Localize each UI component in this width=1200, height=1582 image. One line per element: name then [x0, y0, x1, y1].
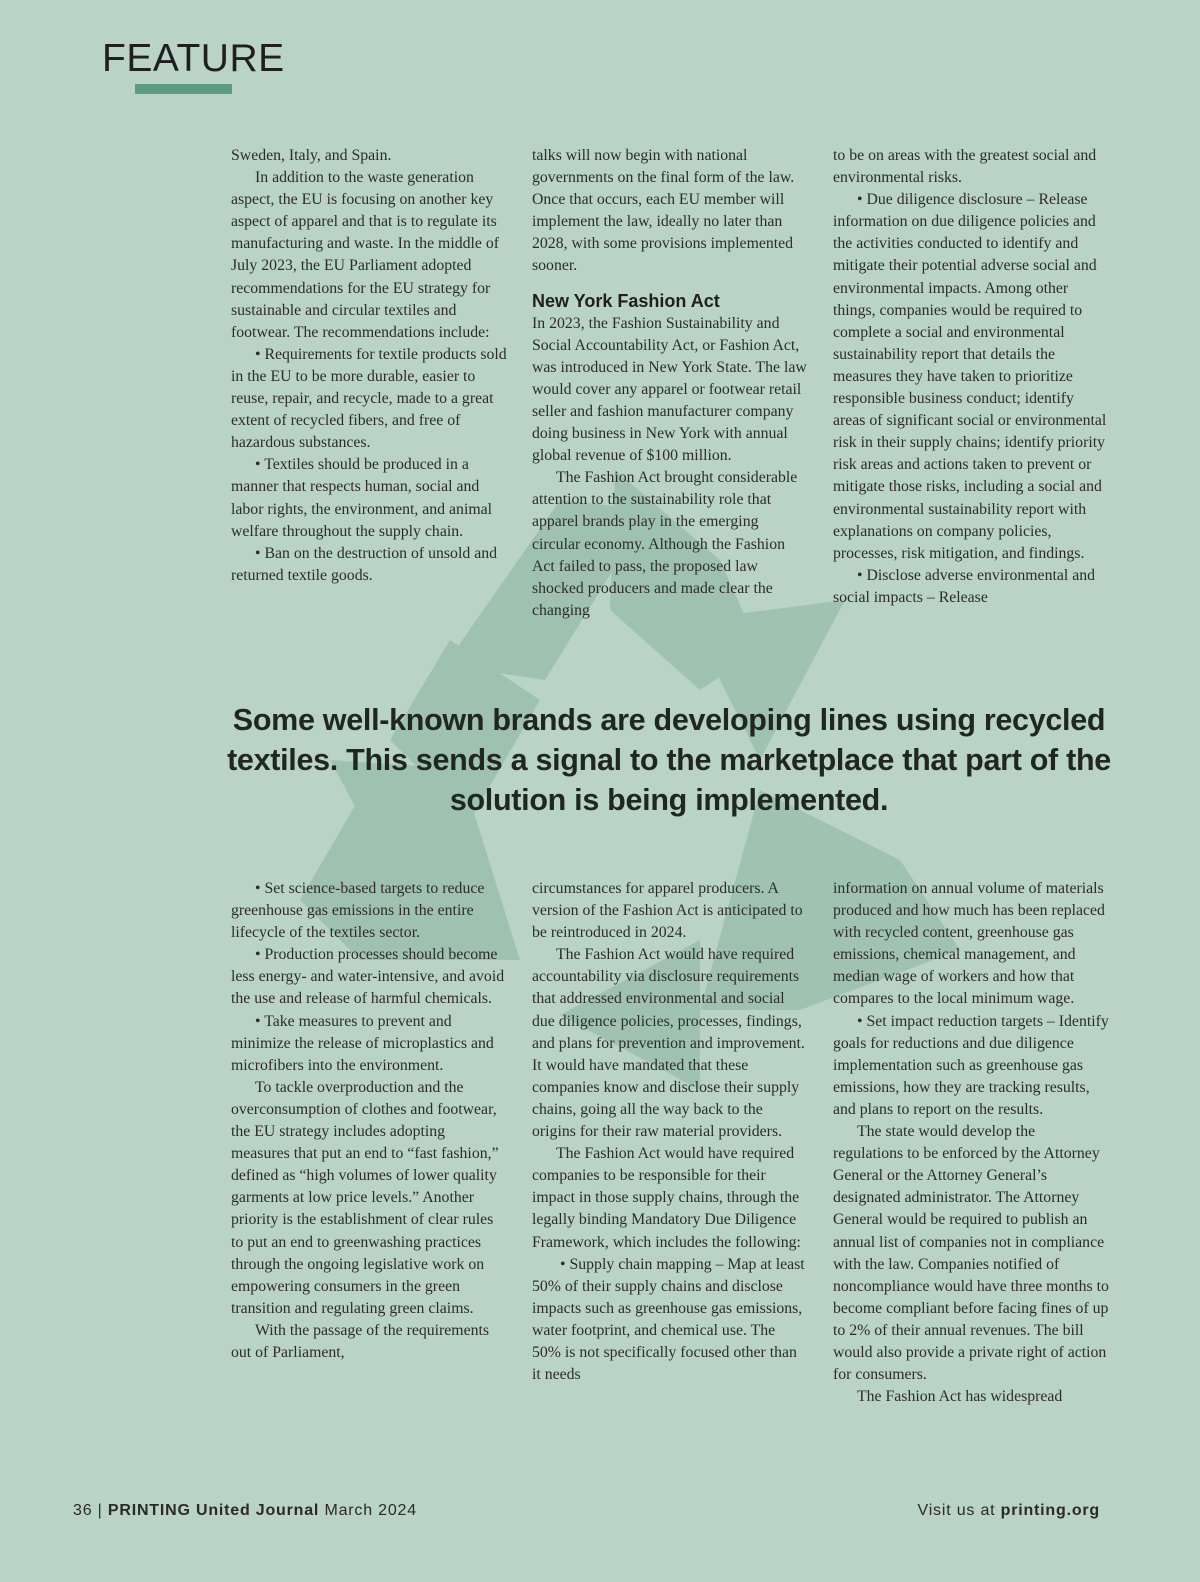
paragraph: With the passage of the requirements out of Parliament, [231, 1321, 490, 1361]
article-column-1-top [231, 145, 507, 587]
article-column-3-bottom [833, 878, 1109, 1408]
page-number: 36 [73, 1502, 93, 1519]
article-column-3-top [833, 145, 1109, 609]
section-accent-bar [135, 84, 232, 94]
article-column-2-top [532, 145, 808, 622]
footer-website [918, 1502, 1100, 1520]
paragraph: Sweden, Italy, and Spain. [231, 147, 392, 164]
paragraph: The Fashion Act brought considerable attention to the sustainability role that apparel brands play in the emerging circular economy. Although the Fashion Act failed to pass, the proposed law shocked producers and made clear the changing [532, 469, 798, 619]
bullet-item: • Production processes should become less energy- and water-intensive, and avoid the use and release of harmful chemicals. [231, 946, 505, 1008]
subheading: New York Fashion Act [532, 290, 720, 311]
bullet-item: • Disclose adverse environmental and social impacts – Release [833, 566, 1096, 606]
bullet-item: • Set impact reduction targets – Identify goals for reductions and due diligence implementation such as greenhouse gas emissions, how they are tracking results, and plans to report on the results. [833, 1012, 1109, 1118]
paragraph: to be on areas with the greatest social and environmental risks. [833, 147, 1097, 187]
bullet-item: • Set science-based targets to reduce greenhouse gas emissions in the entire lifecycle of the textiles sector. [231, 880, 485, 942]
paragraph: In addition to the waste generation aspect, the EU is focusing on another key aspect of apparel and that is to regulate its manufacturing and waste. In the middle of July 2023, the EU Parliament adopted recommendations for the EU strategy for sustainable and circular textiles and footwear. The recommendations include: [231, 169, 500, 341]
paragraph: The Fashion Act would have required accountability via disclosure requirements that addressed environmental and social due diligence policies, processes, findings, and plans for prevention and improvement. It would have mandated that these companies know and disclose their supply chains, going all the way back to the origins for their raw material providers. [532, 946, 805, 1141]
paragraph: The Fashion Act has widespread [857, 1388, 1063, 1406]
website-link[interactable]: printing.org [1000, 1502, 1100, 1519]
publication-name: PRINTING United Journal [107, 1502, 320, 1519]
paragraph: The state would develop the regulations to be enforced by the Attorney General or the Attorney General’s designated administrator. The Attorney General would be required to publish an annual list of companies not in compliance with the law. Companies notified of noncompliance would have three months to become compliant before facing fines of up to 2% of their annual revenues. The bill would also provide a private right of action for consumers. [833, 1123, 1109, 1384]
paragraph: In 2023, the Fashion Sustainability and Social Accountability Act, or Fashion Act, was introduced in New York State. The law would cover any apparel or footwear retail seller and fashion manufacturer company doing business in New York with annual global revenue of $100 million. [532, 314, 807, 465]
article-column-1-bottom [231, 878, 507, 1364]
bullet-item: • Requirements for textile products sold in the EU to be more durable, easier to reuse, repair, and recycle, made to a great extent of recycled fibers, and free of hazardous substances. [231, 345, 507, 452]
paragraph: information on annual volume of materials produced and how much has been replaced with recycled content, greenhouse gas emissions, chemical management, and median wage of workers and how that compares to the local minimum wage. [833, 880, 1105, 1008]
article-column-2-bottom [532, 878, 808, 1386]
paragraph: The Fashion Act would have required companies to be responsible for their impact in those supply chains, through the legally binding Mandatory Due Diligence Framework, which includes the following: [532, 1145, 801, 1251]
paragraph: To tackle overproduction and the overconsumption of clothes and footwear, the EU strategy includes adopting measures that put an end to “fast fashion,” defined as “high volumes of lower quality garments at low price levels.” Another priority is the establishment of clear rules to put an end to greenwashing practices through the ongoing legislative work on empowering consumers in the green transition and regulating green claims. [231, 1078, 499, 1317]
issue-date: March 2024 [324, 1502, 417, 1519]
footer-separator: | [97, 1502, 103, 1519]
visit-prefix: Visit us at [917, 1502, 996, 1519]
bullet-item: • Ban on the destruction of unsold and returned textile goods. [231, 544, 498, 584]
paragraph: circumstances for apparel producers. A version of the Fashion Act is anticipated to be reintroduced in 2024. [532, 880, 803, 942]
paragraph: talks will now begin with national governments on the final form of the law. Once that occurs, each EU member will implement the law, ideally no later than 2028, with some provisions implemented sooner. [532, 147, 795, 275]
bullet-item: • Take measures to prevent and minimize the release of microplastics and microfibers into the environment. [231, 1012, 494, 1074]
bullet-item: • Supply chain mapping – Map at least 50% of their supply chains and disclose impacts such as greenhouse gas emissions, water footprint, and chemical use. The 50% is not specifically focused other than it needs [532, 1255, 805, 1384]
pull-quote: Some well-known brands are developing lines using recycled textiles. This sends a signal to the marketplace that part of the solution is being implemented. [227, 703, 1111, 817]
section-label: FEATURE [102, 37, 285, 80]
bullet-item: • Due diligence disclosure – Release information on due diligence policies and the activities conducted to identify and mitigate their potential adverse social and environmental impacts. Among other things, companies would be required to complete a social and environmental sustainability report that details the measures they have taken to prioritize responsible business conduct; identify areas of significant social or environmental risk in their supply chains; identify priority risk areas and actions taken to prevent or mitigate those risks, including a social and environmental sustainability report with explanations on company policies, processes, risk mitigation, and findings. [833, 191, 1107, 562]
footer-page-info [73, 1502, 417, 1520]
bullet-item: • Textiles should be produced in a manner that respects human, social and labor rights, the environment, and animal welfare throughout the supply chain. [231, 456, 493, 540]
